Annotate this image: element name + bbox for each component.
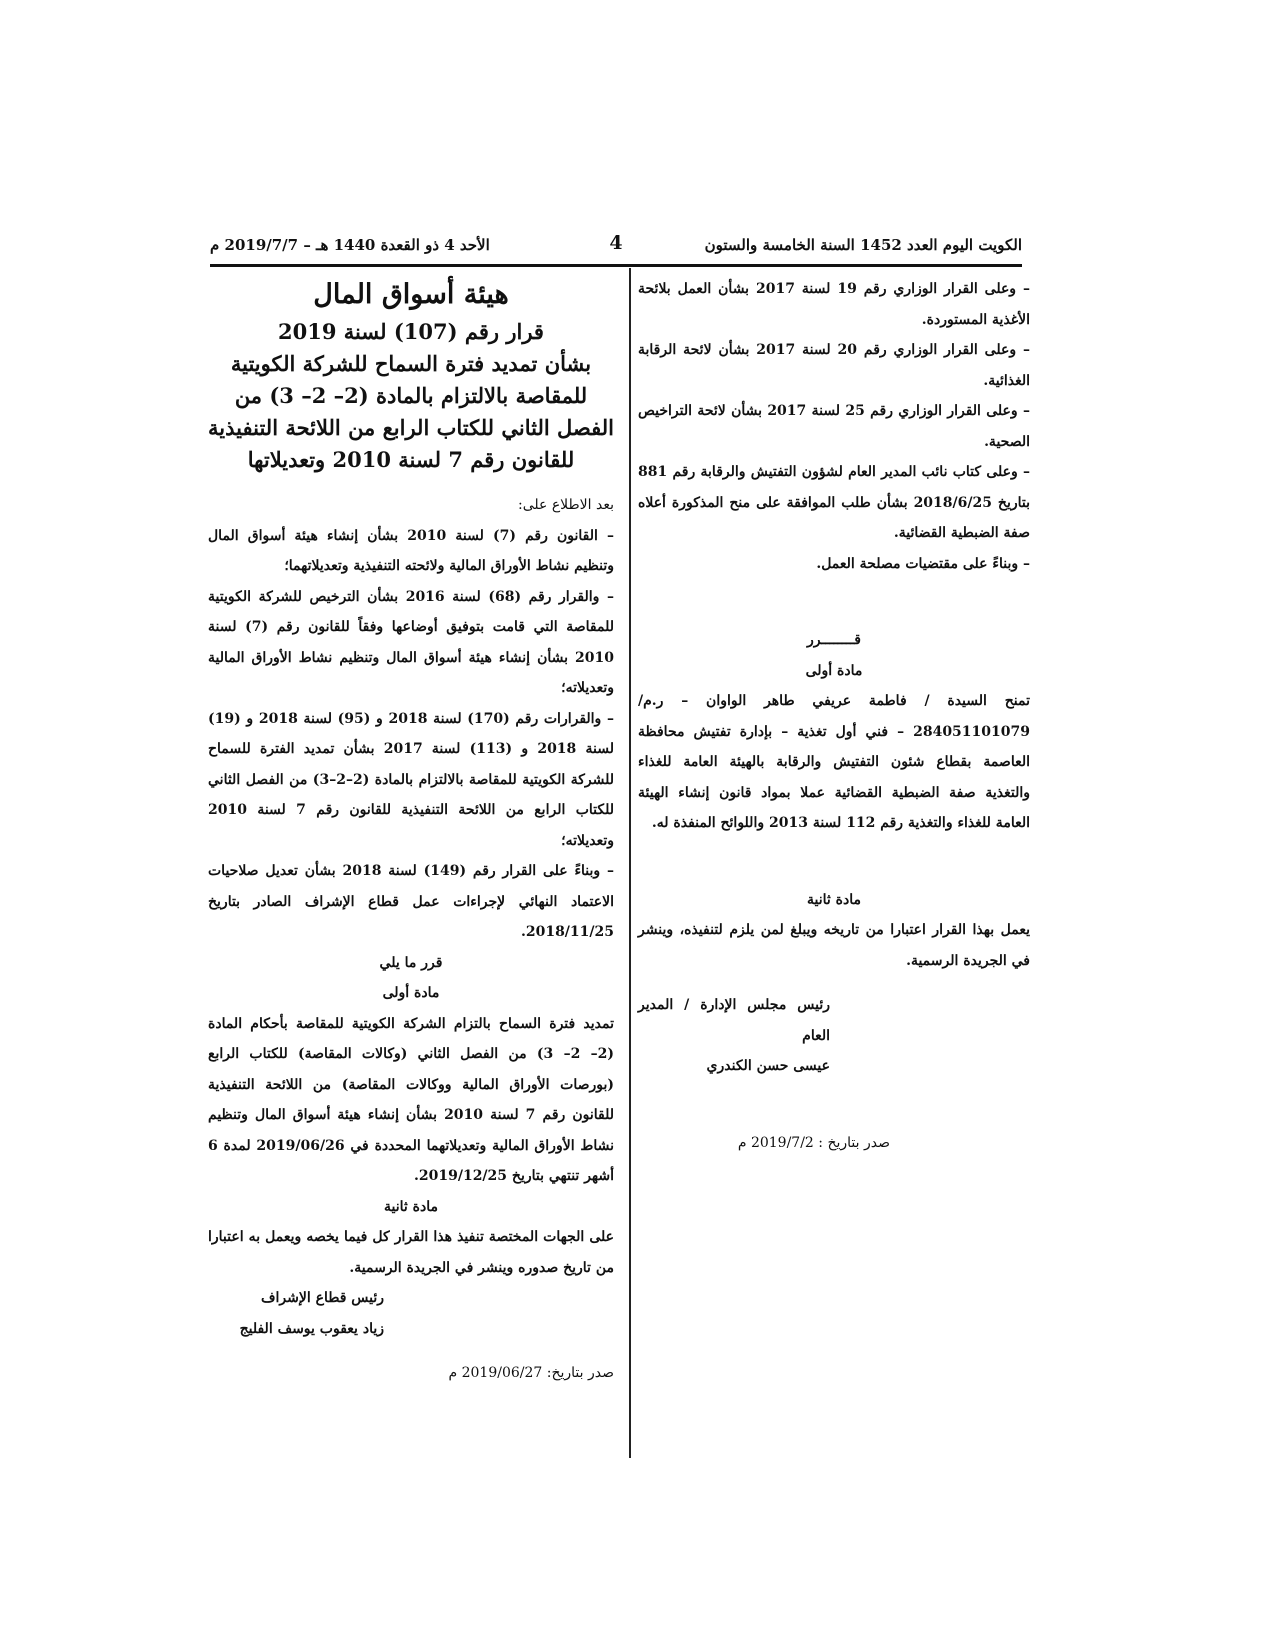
- authority-title: هيئة أسواق المال: [313, 279, 509, 310]
- page-number: 4: [609, 232, 623, 254]
- page-header: [210, 232, 1022, 267]
- right-signatory-title: رئيس مجلس الإدارة / المدير العام: [638, 997, 830, 1044]
- left-preamble-item-1: – القانون رقم (7) لسنة 2010 بشأن إنشاء هيئة أسواق المال وتنظيم نشاط الأوراق المالية ولائحته التنفيذية وتعديلاتهما؛: [208, 527, 614, 574]
- left-article-1-heading: مادة أولى: [382, 985, 440, 1001]
- left-signatory-name: زياد يعقوب يوسف الفليج: [239, 1320, 384, 1337]
- decision-number: قرار رقم (107) لسنة 2019: [278, 319, 544, 344]
- left-signatory-title: رئيس قطاع الإشراف: [260, 1290, 384, 1306]
- right-preamble-item-3: – وعلى القرار الوزاري رقم 25 لسنة 2017 بشأن لائحة التراخيص الصحية.: [638, 403, 1030, 450]
- left-article-2-text: على الجهات المختصة تنفيذ هذا القرار كل فيما يخصه ويعمل به اعتبارا من تاريخ صدوره وينشر في الجريدة الرسمية.: [208, 1229, 614, 1276]
- column-divider: [629, 268, 631, 1458]
- decided-heading: قرر ما يلي: [379, 954, 443, 971]
- gazette-date: الأحد 4 ذو القعدة 1440 هـ – 2019/7/7 م: [210, 236, 490, 254]
- right-issue-date: صدر بتاريخ : 2019/7/2 م: [737, 1134, 890, 1151]
- right-article-1-heading: مادة أولى: [805, 662, 863, 679]
- right-preamble-item-4: – وعلى كتاب نائب المدير العام لشؤون التفتيش والرقابة رقم 881 بتاريخ 2018/6/25 بشأن طلب الموافقة على منح المذكورة أعلاه صفة الضبطية القضائية.: [638, 464, 1030, 541]
- right-article-2-text: يعمل بهذا القرار اعتبارا من تاريخه ويبلغ لمن يلزم لتنفيذه، وينشر في الجريدة الرسمية.: [638, 922, 1030, 969]
- left-preamble-item-3: – والقرارات رقم (170) لسنة 2018 و (95) لسنة 2018 و (19) لسنة 2018 و (113) لسنة 2017 بشأن تمديد الفترة للسماح للشركة الكويتية للمقاصة بالالتزام بالمادة (2–2–3) من الفصل الثاني للكتاب الرابع من اللائحة التنفيذية للقانون رقم 7 لسنة 2010 وتعديلاته؛: [208, 710, 615, 849]
- right-signatory-name: عيسى حسن الكندري: [706, 1058, 830, 1074]
- decision-heading: قــــــــرر: [807, 632, 861, 648]
- right-preamble-item-5: – وبناءً على مقتضيات مصلحة العمل.: [816, 555, 1030, 572]
- right-column: [638, 274, 1030, 1158]
- left-article-1-text: تمديد فترة السماح بالتزام الشركة الكويتية للمقاصة بأحكام المادة (2– 2– 3) من الفصل الثاني (وكالات المقاصة) للكتاب الرابع (بورصات الأوراق المالية ووكالات المقاصة) من اللائحة التنفيذية للقانون رقم 7 لسنة 2010 بشأن إنشاء هيئة أسواق المال وتنظيم نشاط الأوراق المالية وتعديلاتهما المحددة في 2019/06/26 لمدة 6 أشهر تنتهي بتاريخ 2019/12/25.: [208, 1015, 615, 1184]
- right-preamble-item-1: – وعلى القرار الوزاري رقم 19 لسنة 2017 بشأن العمل بلائحة الأغذية المستوردة.: [638, 281, 1030, 328]
- left-issue-date: صدر بتاريخ: 2019/06/27 م: [448, 1365, 614, 1381]
- right-article-1-text: تمنح السيدة / فاطمة عريفي طاهر الواوان – ر.م/ 284051101079 – فني أول تغذية – بإدارة تفتيش محافظة العاصمة بقطاع شئون التفتيش والرقابة بالهيئة العامة للغذاء والتغذية صفة الضبطية القضائية عملا بمواد قانون إنشاء الهيئة العامة للغذاء والتغذية رقم 112 لسنة 2013 واللوائح المنفذة له.: [638, 693, 1030, 831]
- left-article-2-heading: مادة ثانية: [384, 1198, 438, 1215]
- after-review-label: بعد الاطلاع على:: [518, 497, 614, 513]
- left-preamble-item-4: – وبناءً على القرار رقم (149) لسنة 2018 بشأن تعديل صلاحيات الاعتماد النهائي لإجراءات عمل قطاع الإشراف الصادر بتاريخ 2018/11/25.: [208, 863, 615, 940]
- left-preamble-item-2: – والقرار رقم (68) لسنة 2016 بشأن الترخيص للشركة الكويتية للمقاصة التي قامت بتوفيق أوضاعها وفقاً للقانون رقم (7) لسنة 2010 بشأن إنشاء هيئة أسواق المال وتنظيم نشاط الأوراق المالية وتعديلاته؛: [208, 588, 614, 696]
- right-preamble-item-2: – وعلى القرار الوزاري رقم 20 لسنة 2017 بشأن لائحة الرقابة الغذائية.: [638, 342, 1030, 389]
- gazette-issue-info: الكويت اليوم العدد 1452 السنة الخامسة والستون: [704, 236, 1022, 254]
- decision-subject: بشأن تمديد فترة السماح للشركة الكويتية للمقاصة بالالتزام بالمادة (2– 2– 3) من الفصل الثاني للكتاب الرابع من اللائحة التنفيذية للقانون رقم 7 لسنة 2010 وتعديلاتها: [208, 351, 614, 472]
- left-column: [208, 274, 614, 1389]
- right-article-2-heading: مادة ثانية: [807, 891, 861, 908]
